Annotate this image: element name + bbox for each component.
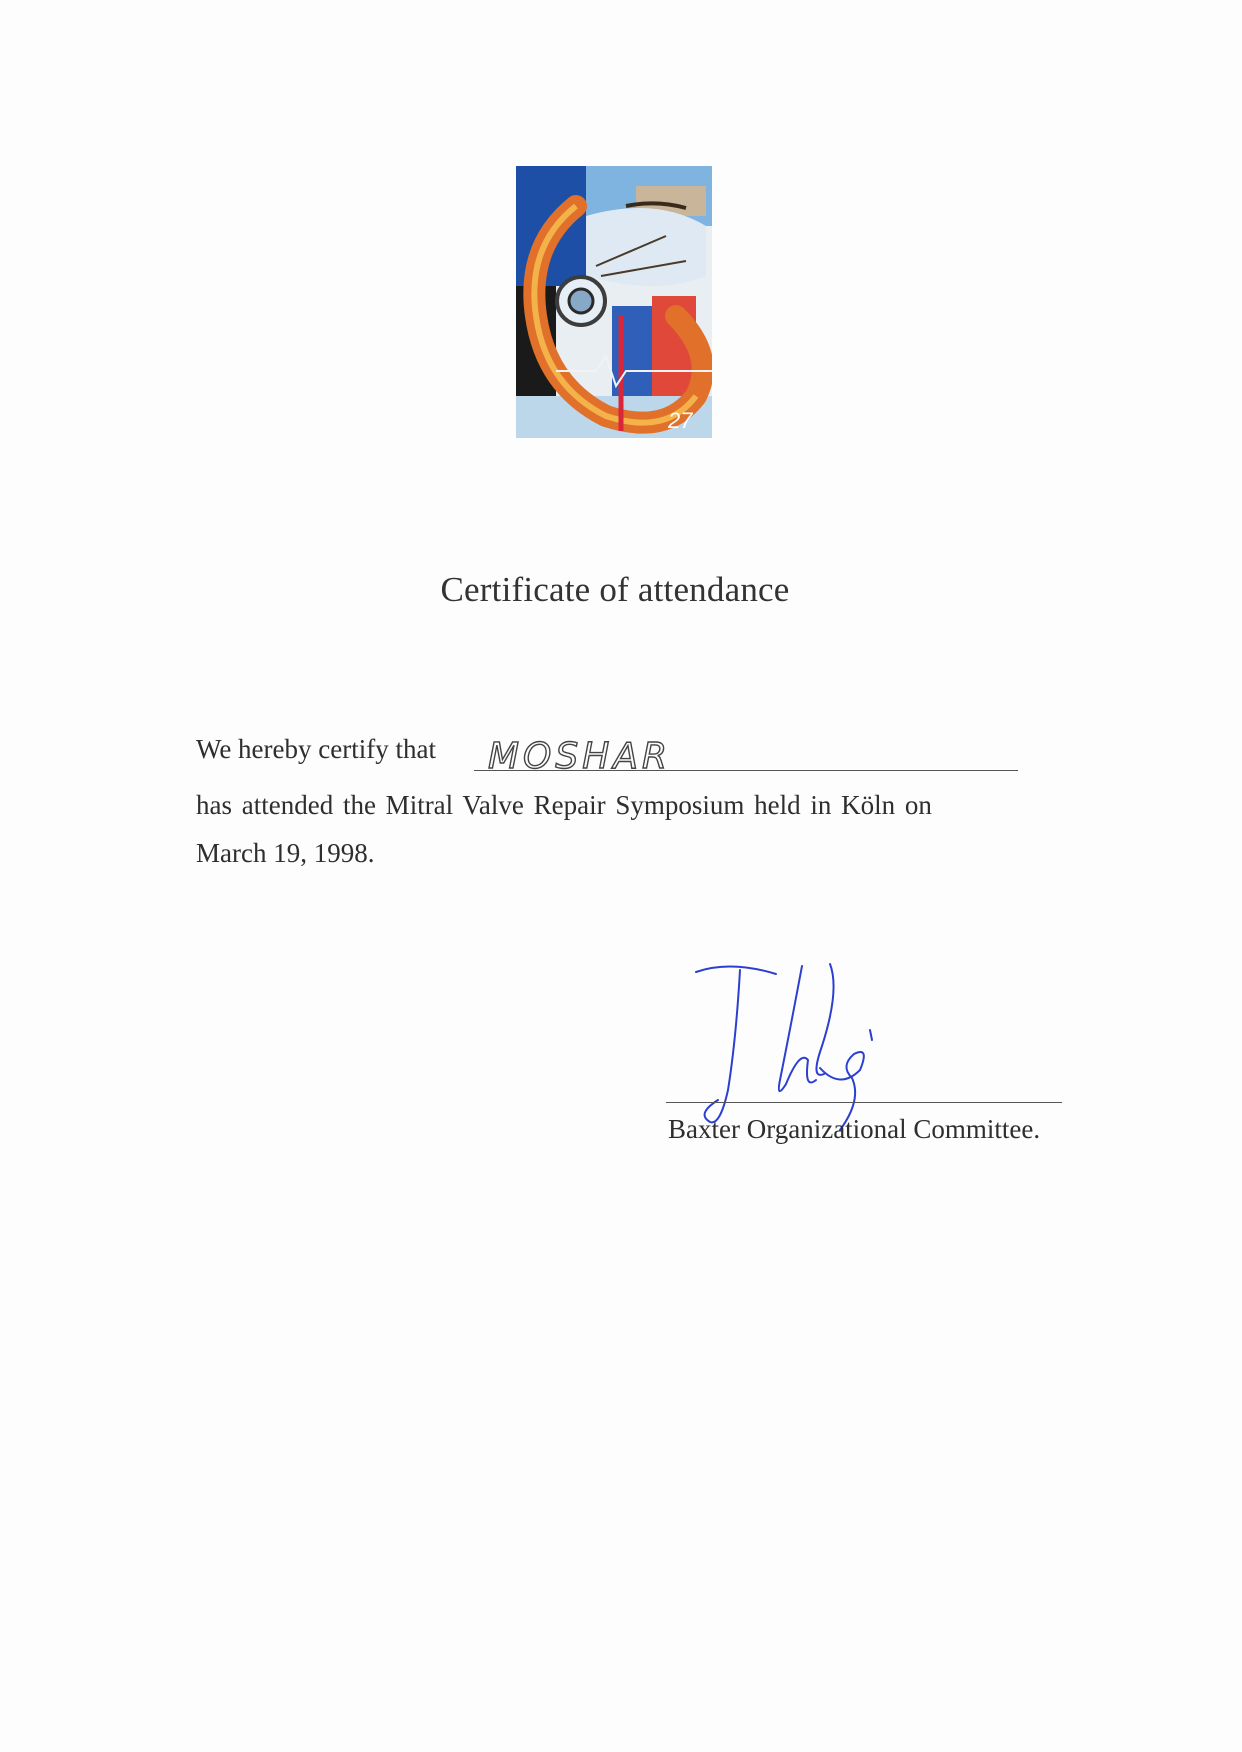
symposium-artwork <box>516 166 712 438</box>
handwritten-signature <box>690 950 910 1134</box>
event-date: March 19, 1998. <box>196 838 375 868</box>
artwork-label: 27 <box>668 408 693 433</box>
attended-text: has attended the Mitral Valve Repair Symposium held in Köln on <box>196 790 932 820</box>
certify-prefix: We hereby certify that <box>196 734 436 764</box>
attendee-name-handwriting <box>484 728 724 776</box>
attendee-name: MOSHAR <box>488 736 671 776</box>
certificate-title: Certificate of attendance <box>440 570 790 609</box>
name-underline <box>474 770 1018 771</box>
signature-line <box>666 1102 1062 1103</box>
issuer-name: Baxter Organizational Committee. <box>668 1114 1041 1144</box>
